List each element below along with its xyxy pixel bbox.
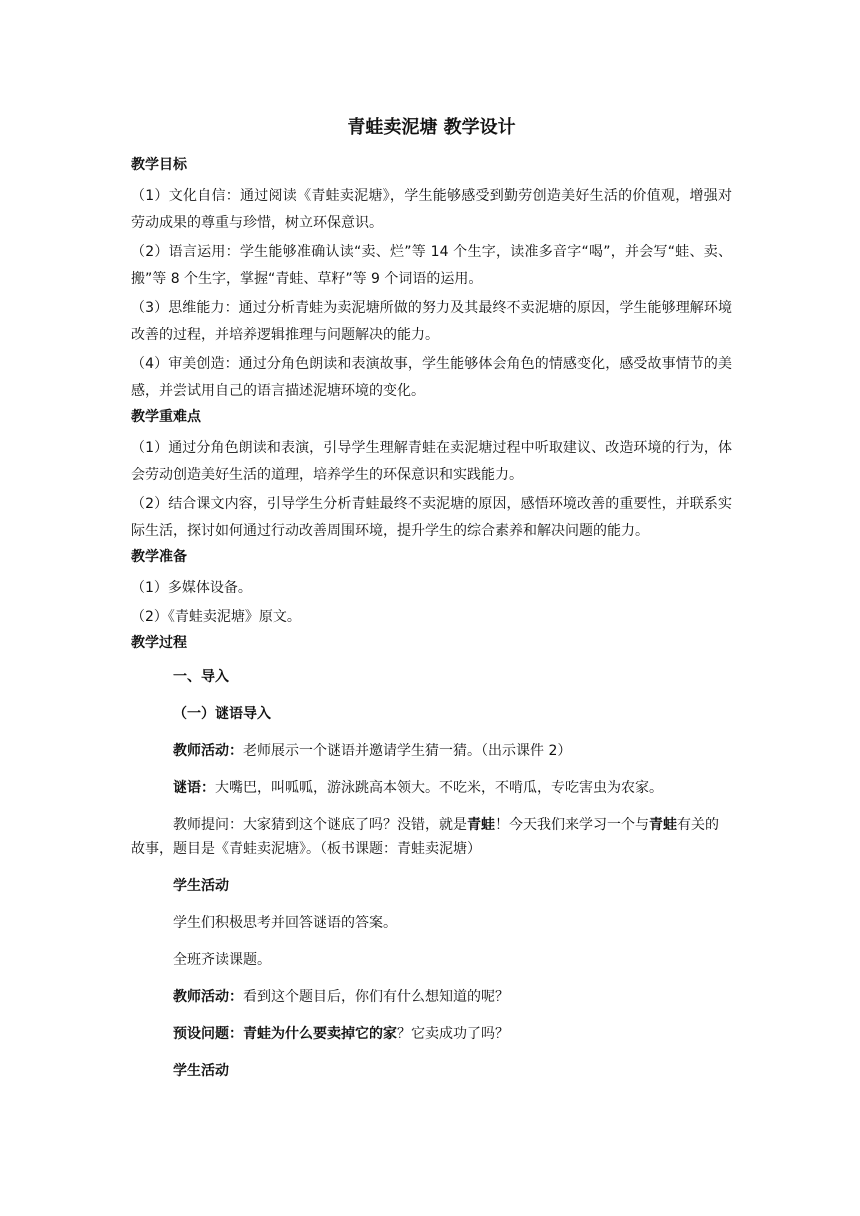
heading-objectives: 教学目标 — [131, 157, 187, 173]
objective-item: （2）语言运用：学生能够准确认读“卖、烂”等 14 个生字，读准多音字“喝”，并会写“蛙、卖、搬”等 8 个生字，掌握“青蛙、草籽”等 9 个词语的运用。 — [131, 244, 732, 287]
key-point-item: （1）通过分角色朗读和表演，引导学生理解青蛙在卖泥塘过程中听取建议、改造环境的行为，体会劳动创造美好生活的道理，培养学生的环保意识和实践能力。 — [131, 440, 732, 483]
key-point-item: （2）结合课文内容，引导学生分析青蛙最终不卖泥塘的原因，感悟环境改善的重要性，并联系实际生活，探讨如何通过行动改善周围环境，提升学生的综合素养和解决问题的能力。 — [131, 496, 732, 539]
objective-item: （4）审美创造：通过分角色朗读和表演故事，学生能够体会角色的情感变化，感受故事情节的美感，并尝试用自己的语言描述泥塘环境的变化。 — [131, 356, 732, 399]
question-part: 有关的故事，题目是《青蛙卖泥塘》。（板书课题：青蛙卖泥塘） — [131, 817, 719, 857]
preset-text: ？它卖成功了吗？ — [397, 1026, 509, 1042]
teacher-activity-label: 教师活动： — [173, 989, 243, 1005]
teacher-activity-text: 老师展示一个谜语并邀请学生猜一猜。（出示课件 2） — [243, 743, 572, 759]
question-part: ！今天我们来学习一个与 — [495, 817, 649, 833]
question-keyword: 青蛙 — [649, 817, 677, 833]
heading-key-points: 教学重难点 — [131, 409, 201, 425]
objective-item: （3）思维能力：通过分析青蛙为卖泥塘所做的努力及其最终不卖泥塘的原因，学生能够理解环境改善的过程，并培养逻辑推理与问题解决的能力。 — [131, 300, 732, 343]
objective-item: （1）文化自信：通过阅读《青蛙卖泥塘》，学生能够感受到勤劳创造美好生活的价值观，增强对劳动成果的尊重与珍惜，树立环保意识。 — [131, 188, 732, 231]
student-activity-label-1: 学生活动 — [173, 878, 229, 894]
riddle-label: 谜语： — [173, 780, 215, 796]
teacher-activity-text: 看到这个题目后，你们有什么想知道的呢？ — [243, 989, 509, 1005]
question-part: 教师提问：大家猜到这个谜底了吗？没错，就是 — [173, 817, 467, 833]
teacher-activity-label: 教师活动： — [173, 743, 243, 759]
riddle — [131, 776, 732, 800]
question-keyword: 青蛙 — [467, 817, 495, 833]
student-activity-line: 学生们积极思考并回答谜语的答案。 — [173, 915, 397, 931]
preparation-item: （2）《青蛙卖泥塘》原文。 — [131, 609, 301, 625]
riddle-text: 大嘴巴，叫呱呱，游泳跳高本领大。不吃米，不啃瓜，专吃害虫为农家。 — [215, 780, 663, 796]
student-activity-line: 全班齐读课题。 — [173, 952, 271, 968]
preset-question — [131, 1022, 732, 1046]
teacher-activity-2 — [131, 985, 732, 1009]
process-sub-riddle: （一）谜语导入 — [173, 706, 271, 722]
document-title: 青蛙卖泥塘 教学设计 — [347, 117, 516, 138]
teacher-question — [131, 813, 732, 861]
preset-bold-text: 青蛙为什么要卖掉它的家 — [243, 1026, 397, 1042]
preset-label: 预设问题： — [173, 1026, 243, 1042]
process-part-intro: 一、导入 — [173, 669, 229, 685]
teacher-activity-1 — [131, 739, 732, 763]
heading-process: 教学过程 — [131, 635, 187, 651]
heading-preparation: 教学准备 — [131, 549, 187, 565]
student-activity-label-2: 学生活动 — [173, 1063, 229, 1079]
preparation-item: （1）多媒体设备。 — [131, 580, 252, 596]
